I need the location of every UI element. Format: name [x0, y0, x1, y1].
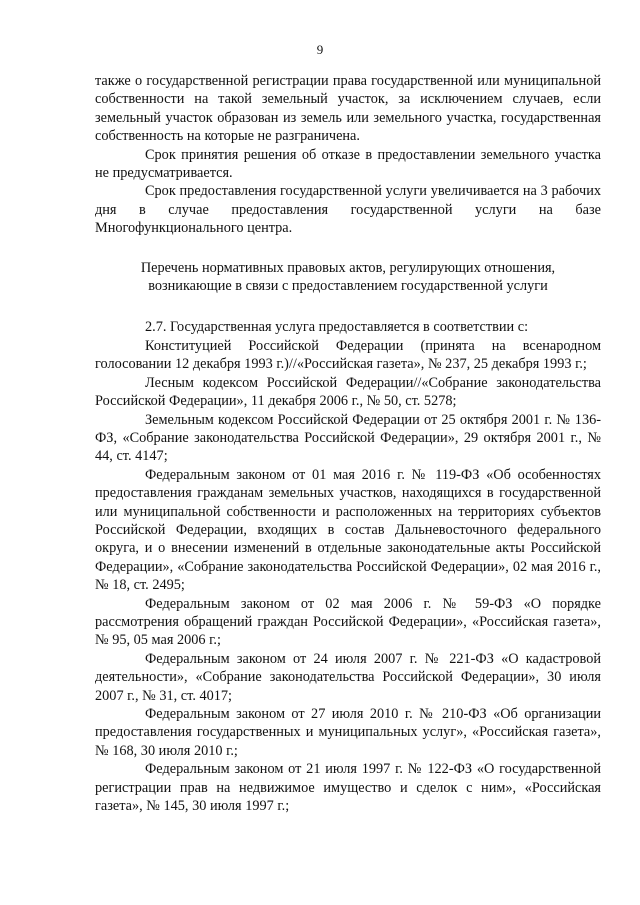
legal-act-land-code: Земельным кодексом Российской Федерации от 25 октября 2001 г. № 136-ФЗ, «Собрание законодательства Российской Федерации», 29 октября 2001 г., № 44, ст. 4147;	[95, 411, 601, 465]
clause-2-7-intro: 2.7. Государственная услуга предоставляется в соответствии с:	[145, 319, 529, 336]
legal-act-119-fz: Федеральным законом от 01 мая 2016 г. № 119-ФЗ «Об особенностях предоставления гражданам земельных участков, находящихся в государственной или муниципальной собственности и расположенных на территориях субъектов Российской Федерации, входящих в состав Дальневосточного федерального округа, и о внесении изменений в отдельные законодательные акты Российской Федерации», «Собрание законодательства Российской Федерации», 02 мая 2016 г., № 18, ст. 2495;	[95, 466, 601, 594]
page-number: 9	[316, 42, 324, 57]
legal-act-constitution: Конституцией Российской Федерации (принята на всенародном голосовании 12 декабря 1993 г.)//«Российская газета», № 237, 25 декабря 1993 г.;	[95, 337, 601, 373]
section-heading	[95, 259, 601, 296]
legal-act-210-fz: Федеральным законом от 27 июля 2010 г. № 210-ФЗ «Об организации предоставления государственных и муниципальных услуг», «Российская газета», № 168, 30 июля 2010 г.;	[95, 706, 601, 759]
section-heading-line-1: Перечень нормативных правовых актов, регулирующих отношения,	[140, 259, 556, 276]
paragraph-continuation: также о государственной регистрации права государственной или муниципальной собственности на такой земельный участок, за исключением случаев, если земельный участок образован из земель или земельного участка, государственная собственность на которые не разграничена.	[95, 73, 601, 145]
paragraph-service-term-extension: Срок предоставления государственной услуги увеличивается на 3 рабочих дня в случае предоставления государственной услуги на базе Многофункционального центра.	[95, 183, 601, 237]
legal-act-122-fz: Федеральным законом от 21 июля 1997 г. № 122-ФЗ «О государственной регистрации прав на недвижимое имущество и сделок с ним», «Российская газета», № 145, 30 июля 1997 г.;	[95, 761, 601, 815]
legal-act-forest-code: Лесным кодексом Российской Федерации//«Собрание законодательства Российской Федерации», 11 декабря 2006 г., № 50, ст. 5278;	[95, 374, 601, 410]
legal-act-221-fz: Федеральным законом от 24 июля 2007 г. № 221-ФЗ «О кадастровой деятельности», «Собрание законодательства Российской Федерации», 30 июля 2007 г., № 31, ст. 4017;	[95, 650, 601, 704]
section-heading-line-2: возникающие в связи с предоставлением государственной услуги	[148, 278, 548, 295]
paragraph-decision-term: Срок принятия решения об отказе в предоставлении земельного участка не предусматривается.	[95, 146, 601, 182]
document-body	[95, 72, 601, 815]
legal-act-59-fz: Федеральным законом от 02 мая 2006 г. № 59-ФЗ «О порядке рассмотрения обращений граждан Российской Федерации», «Российская газета», № 95, 05 мая 2006 г.;	[95, 595, 601, 649]
